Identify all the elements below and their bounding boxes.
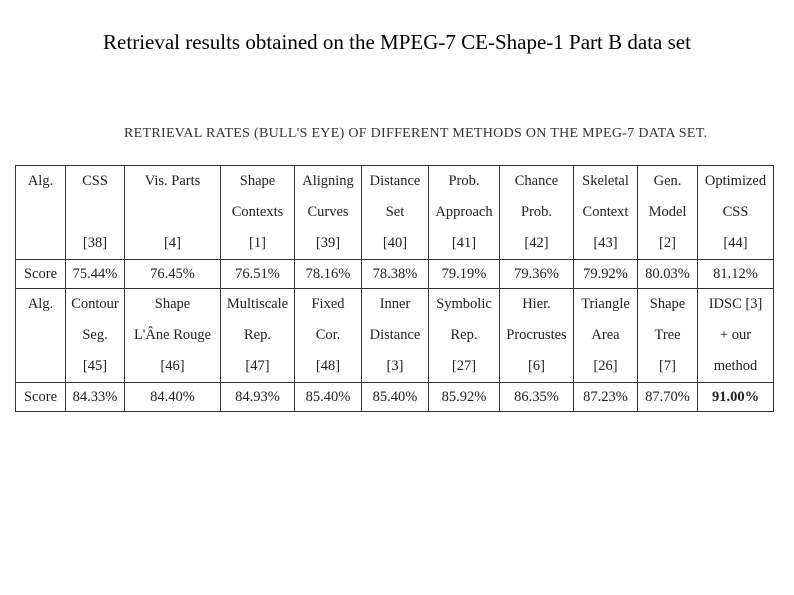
score-cell: 84.93% [221,383,295,412]
method-cell: Shape Contexts [1] [221,166,295,260]
alg-label: Alg. [16,289,66,383]
score-cell: 85.40% [295,383,362,412]
method-cell: Contour Seg. [45] [66,289,125,383]
method-cell: CSS [38] [66,166,125,260]
method-cell: Inner Distance [3] [362,289,429,383]
method-cell: Hier. Procrustes [6] [500,289,574,383]
score-cell: 84.40% [125,383,221,412]
method-cell: Vis. Parts [4] [125,166,221,260]
score-cell: 87.23% [574,383,638,412]
score-cell: 87.70% [638,383,698,412]
method-cell: Distance Set [40] [362,166,429,260]
method-cell: Symbolic Rep. [27] [429,289,500,383]
method-cell: Aligning Curves [39] [295,166,362,260]
method-cell: Triangle Area [26] [574,289,638,383]
method-cell: IDSC [3] + our method [698,289,774,383]
score-cell: 76.45% [125,260,221,289]
method-cell: Prob. Approach [41] [429,166,500,260]
best-score-cell: 91.00% [698,383,774,412]
score-cell: 81.12% [698,260,774,289]
score-cell: 80.03% [638,260,698,289]
score-label: Score [16,383,66,412]
slide-title: Retrieval results obtained on the MPEG-7 CE-Shape-1 Part B data set [103,30,691,54]
method-cell: Optimized CSS [44] [698,166,774,260]
score-cell: 79.19% [429,260,500,289]
method-cell: Shape L'Âne Rouge [46] [125,289,221,383]
method-cell: Multiscale Rep. [47] [221,289,295,383]
method-cell: Chance Prob. [42] [500,166,574,260]
score-cell: 76.51% [221,260,295,289]
score-cell: 78.38% [362,260,429,289]
method-cell: Skeletal Context [43] [574,166,638,260]
results-table [15,165,774,412]
method-cell: Shape Tree [7] [638,289,698,383]
score-cell: 78.16% [295,260,362,289]
alg-row-1 [16,166,774,260]
score-label: Score [16,260,66,289]
table-caption: RETRIEVAL RATES (BULL'S EYE) OF DIFFERENT METHODS ON THE MPEG-7 DATA SET. [124,126,708,141]
alg-row-2 [16,289,774,383]
alg-label: Alg. [16,166,66,260]
score-cell: 75.44% [66,260,125,289]
score-cell: 84.33% [66,383,125,412]
score-cell: 79.92% [574,260,638,289]
score-cell: 79.36% [500,260,574,289]
method-cell: Fixed Cor. [48] [295,289,362,383]
score-row-2 [16,383,774,412]
score-cell: 85.40% [362,383,429,412]
score-row-1 [16,260,774,289]
method-cell: Gen. Model [2] [638,166,698,260]
score-cell: 85.92% [429,383,500,412]
score-cell: 86.35% [500,383,574,412]
